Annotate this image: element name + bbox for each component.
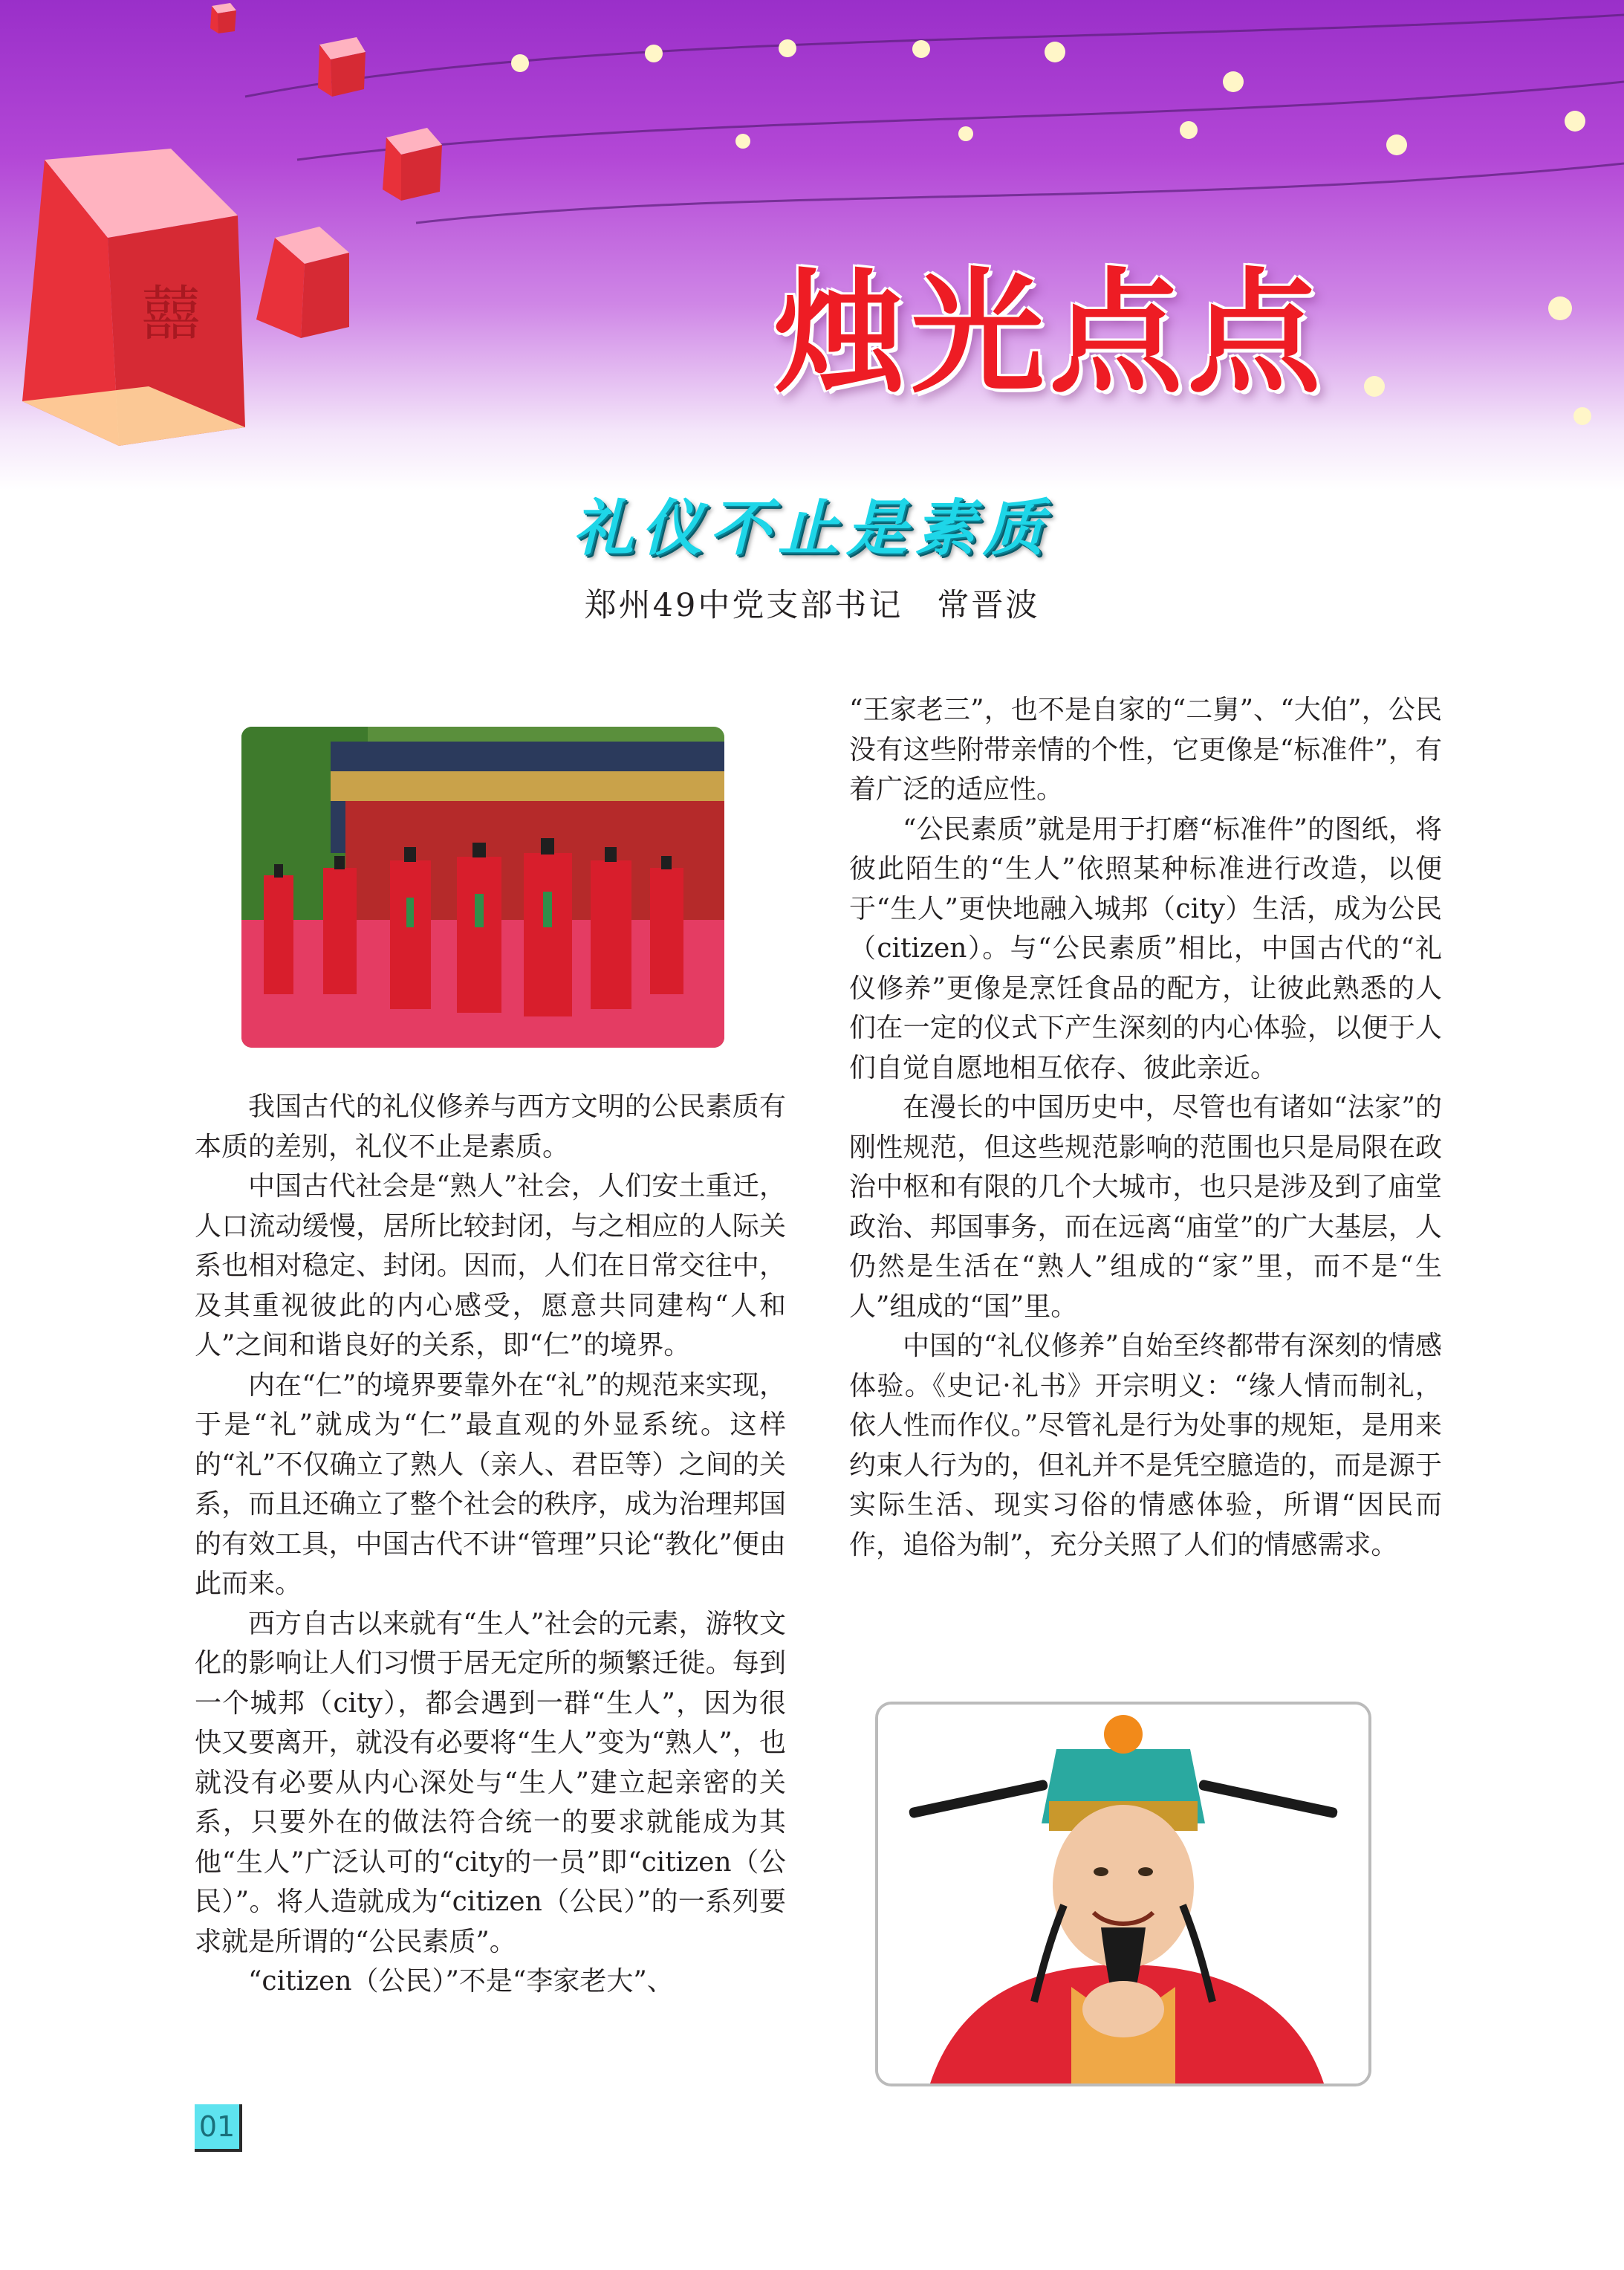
svg-text:囍: 囍	[141, 279, 201, 348]
paragraph: 在漫长的中国历史中，尽管也有诸如“法家”的刚性规范，但这些规范影响的范围也只是局限在政治中枢和有限的几个大城市，也只是涉及到了庙堂政治、邦国事务，而在远离“庙堂”的广大基层，人仍然是生活在“熟人”组成的“家”里，而不是“生人”组成的“国”里。	[849, 1092, 1442, 1322]
caishen-illustration	[878, 1705, 1368, 2083]
ceremony-photo	[241, 727, 724, 1048]
paragraph: 我国古代的礼仪修养与西方文明的公民素质有本质的差别，礼仪不止是素质。	[195, 1092, 786, 1162]
paragraph: 内在“仁”的境界要靠外在“礼”的规范来实现，于是“礼”就成为“仁”最直观的外显系统。这样的“礼”不仅确立了熟人（亲人、君臣等）之间的关系，而且还确立了整个社会的秩序，成为治理邦国的有效工具，中国古代不讲“管理”只论“教化”便由此而来。	[195, 1369, 786, 1599]
ceremony-illustration	[241, 727, 724, 1048]
paragraph: “王家老三”，也不是自家的“二舅”、“大伯”，公民没有这些附带亲情的个性，它更像是“标准件”，有着广泛的适应性。	[849, 695, 1442, 805]
paragraph: 中国古代社会是“熟人”社会，人们安土重迁，人口流动缓慢，居所比较封闭，与之相应的人际关系也相对稳定、封闭。因而，人们在日常交往中，及其重视彼此的内心感受，愿意共同建构“人和人”之间和谐良好的关系，即“仁”的境界。	[195, 1171, 786, 1361]
paragraph: 中国的“礼仪修养”自始至终都带有深刻的情感体验。《史记·礼书》开宗明义：“缘人情而制礼，依人性而作仪。”尽管礼是行为处事的规矩，是用来约束人行为的，但礼并不是凭空臆造的，而是源于实际生活、现实习俗的情感体验，所谓“因民而作，追俗为制”，充分关照了人们的情感需求。	[849, 1331, 1442, 1560]
left-column	[195, 1087, 786, 2002]
paragraph: “citizen（公民）”不是“李家老大”、	[248, 1966, 674, 1997]
page-number: 01	[195, 2104, 242, 2152]
sky-lantern-large	[22, 149, 245, 446]
paragraph: 西方自古以来就有“生人”社会的元素，游牧文化的影响让人们习惯于居无定所的频繁迁徙。每到一个城邦（city），都会遇到一群“生人”，因为很快又要离开，就没有必要将“生人”变为“熟人”，也就没有必要从内心深处与“生人”建立起亲密的关系，只要外在的做法符合统一的要求就能成为其他“生人”广泛认可的“city的一员”即“citizen（公民）”。将人造就成为“citizen（公民）”的一系列要求就是所谓的“公民素质”。	[195, 1608, 786, 1957]
caishen-costume-photo	[875, 1702, 1371, 2086]
section-title: 烛光点点	[773, 256, 1326, 412]
article-title: 礼仪不止是素质	[573, 493, 1051, 564]
banner	[0, 0, 1624, 490]
string-lights-decoration	[0, 0, 1624, 490]
right-column	[849, 690, 1442, 1565]
byline: 郑州49中党支部书记 常晋波	[584, 587, 1040, 624]
sky-lantern-medium	[256, 227, 349, 338]
sky-lantern-small	[210, 3, 442, 201]
paragraph: “公民素质”就是用于打磨“标准件”的图纸，将彼此陌生的“生人”依照某种标准进行改造，以便于“生人”更快地融入城邦（city）生活，成为公民（citizen）。与“公民素质”相比，中国古代的“礼仪修养”更像是烹饪食品的配方，让彼此熟悉的人们在一定的仪式下产生深刻的内心体验，以便于人们自觉自愿地相互依存、彼此亲近。	[849, 814, 1442, 1083]
